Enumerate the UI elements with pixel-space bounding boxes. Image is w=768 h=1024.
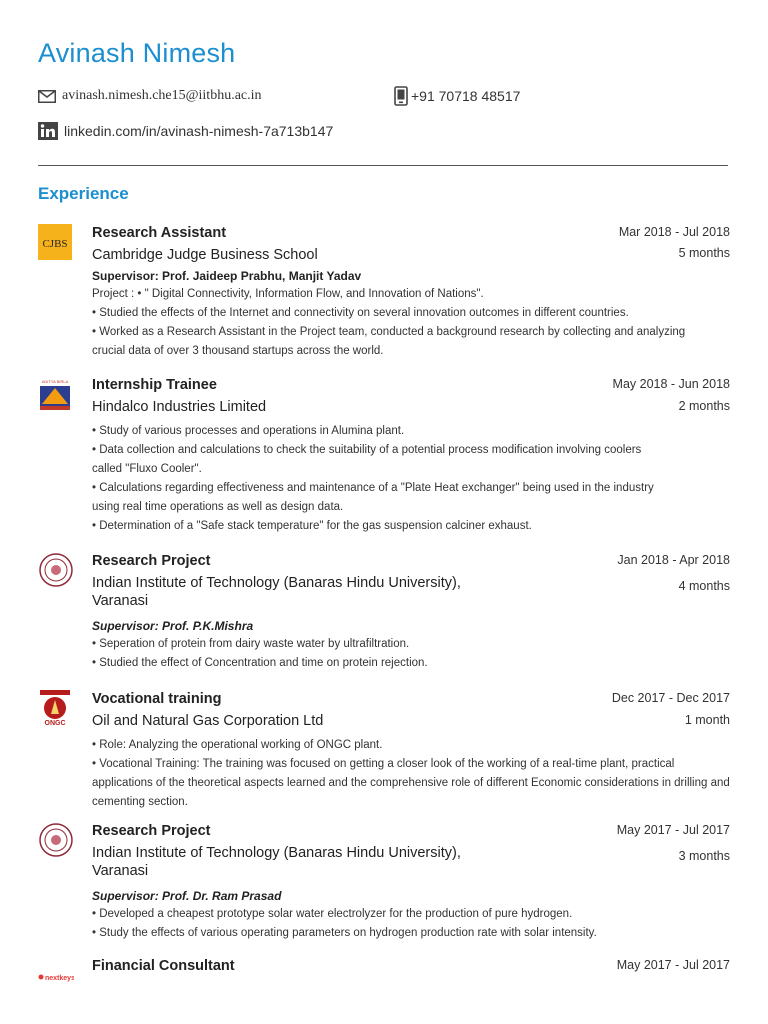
section-title-experience: Experience [38, 184, 129, 203]
candidate-name: Avinash Nimesh [38, 38, 236, 68]
envelope-icon [38, 90, 56, 103]
description-line: • Studied the effects of the Internet and connectivity on several innovation outcomes in different countries. [92, 307, 629, 319]
entry-description [92, 285, 692, 361]
svg-text:ADITYA BIRLA: ADITYA BIRLA [41, 379, 69, 384]
entry-duration: 3 months [678, 849, 730, 863]
description-line: • Developed a cheapest prototype solar water electrolyzer for the production of pure hydrogen. [92, 908, 573, 920]
entry-organization: Oil and Natural Gas Corporation Ltd [92, 713, 324, 729]
linkedin-contact[interactable] [38, 122, 333, 140]
description-line: • Data collection and calculations to check the suitability of a potential process modification involving coolers called "Fluxo Cooler". [92, 444, 642, 475]
ongc-logo [38, 690, 74, 726]
entry-description [92, 635, 730, 673]
description-line: • Seperation of protein from dairy waste water by ultrafiltration. [92, 638, 410, 650]
header-divider [38, 165, 728, 166]
entry-title: Research Project [92, 823, 211, 839]
entry-organization: Indian Institute of Technology (Banaras Hindu University), Varanasi [92, 575, 461, 609]
entry-title: Research Assistant [92, 225, 227, 241]
email-text[interactable]: avinash.nimesh.che15@iitbhu.ac.in [62, 88, 262, 103]
iit-bhu-logo [38, 822, 74, 858]
entry-description [92, 422, 672, 536]
entry-duration: 2 months [678, 399, 730, 413]
entry-title: Research Project [92, 553, 211, 569]
description-line: • Role: Analyzing the operational working of ONGC plant. [92, 739, 383, 751]
svg-text:ONGC: ONGC [44, 720, 66, 726]
entry-dates: Dec 2017 - Dec 2017 [611, 691, 730, 705]
entry-description [92, 736, 732, 812]
entry-duration: 4 months [678, 579, 730, 593]
entry-dates: May 2017 - Jul 2017 [616, 958, 730, 972]
cjbs-logo [38, 224, 74, 260]
description-line: • Worked as a Research Assistant in the Project team, conducted a background research by collecting and analyzing crucial data of over 3 thousand startups across the world. [92, 326, 686, 357]
experience-entry [38, 957, 730, 997]
experience-entry [38, 552, 730, 677]
phone-text[interactable]: +91 70718 48517 [411, 88, 521, 104]
entry-dates: Mar 2018 - Jul 2018 [618, 225, 730, 239]
experience-entry [38, 690, 730, 810]
entry-dates: May 2018 - Jun 2018 [612, 377, 730, 391]
entry-title: Vocational training [92, 691, 222, 707]
entry-organization: Hindalco Industries Limited [92, 399, 267, 415]
entry-duration: 5 months [678, 246, 730, 260]
nextkeys-logo [38, 967, 74, 987]
linkedin-text[interactable]: linkedin.com/in/avinash-nimesh-7a713b147 [64, 123, 334, 139]
entry-dates: May 2017 - Jul 2017 [616, 823, 730, 837]
entry-dates: Jan 2018 - Apr 2018 [617, 553, 730, 567]
experience-entry [38, 376, 730, 541]
description-line: • Study of various processes and operations in Alumina plant. [92, 425, 405, 437]
experience-entry [38, 822, 730, 947]
description-line: • Studied the effect of Concentration and time on protein rejection. [92, 657, 428, 669]
entry-supervisor: Supervisor: Prof. Dr. Ram Prasad [92, 889, 282, 903]
description-line: • Calculations regarding effectiveness and maintenance of a "Plate Heat exchanger" being used in the industry using real time operations as well as design data. [92, 482, 654, 513]
entry-description [92, 905, 730, 943]
phone-contact[interactable] [394, 86, 520, 106]
entry-title: Financial Consultant [92, 958, 235, 974]
entry-supervisor: Supervisor: Prof. Jaideep Prabhu, Manjit Yadav [92, 269, 362, 283]
description-line: Project : • " Digital Connectivity, Information Flow, and Innovation of Nations". [92, 288, 484, 300]
phone-icon [394, 86, 408, 106]
entry-organization: Cambridge Judge Business School [92, 247, 318, 263]
description-line: • Vocational Training: The training was focused on getting a closer look of the working of a real-time plant, practical applications of the theoretical aspects learned and the comprehensive role of different Economic considerations in drilling and cementing section. [92, 758, 730, 808]
description-line: • Study the effects of various operating parameters on hydrogen production rate with solar intensity. [92, 927, 597, 939]
entry-duration: 1 month [684, 713, 730, 727]
entry-supervisor: Supervisor: Prof. P.K.Mishra [92, 619, 254, 633]
entry-organization: Indian Institute of Technology (Banaras Hindu University), Varanasi [92, 845, 461, 879]
email-contact[interactable] [38, 88, 262, 104]
description-line: • Determination of a "Safe stack temperature" for the gas suspension calciner exhaust. [92, 520, 532, 532]
linkedin-icon [38, 122, 58, 140]
svg-text:nextkeys: nextkeys [45, 975, 74, 982]
iit-bhu-logo [38, 552, 74, 588]
entry-title: Internship Trainee [92, 377, 217, 393]
experience-entry [38, 224, 730, 364]
hindalco-logo [38, 376, 74, 412]
svg-text:CJBS: CJBS [42, 238, 68, 250]
